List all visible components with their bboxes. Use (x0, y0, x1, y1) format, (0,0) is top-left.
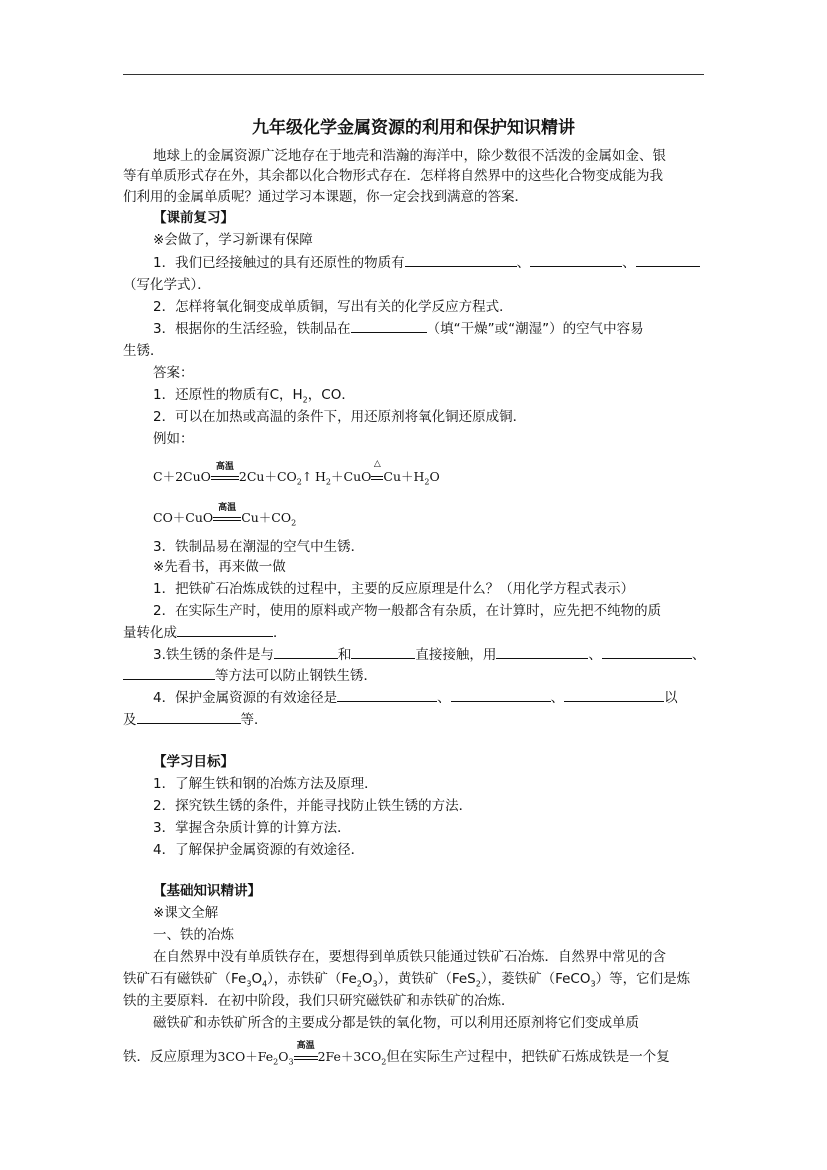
paragraph-line: 铁的主要原料．在初中阶段，我们只研究磁铁矿和赤铁矿的冶炼． (123, 993, 515, 1009)
equation-hydrogen-reduction: $H_2+CuO$ △ $Cu+H_2O$ (315, 459, 440, 487)
section-title: 一、铁的冶炼 (153, 927, 234, 943)
answer-2: 2．可以在加热或高温的条件下，用还原剂将氧化铜还原成铜． (153, 409, 527, 425)
paragraph-line: 在自然界中没有单质铁存在，要想得到单质铁只能通过铁矿石冶炼．自然界中常见的含 (153, 949, 666, 965)
answer-blank (636, 253, 700, 267)
preview-q1: 1．把铁矿石冶炼成铁的过程中，主要的反应原理是什么？（用化学方程式表示） (153, 581, 635, 597)
preview-q2-tail: 量转化成 ． (123, 625, 287, 641)
basics-note: ※课文全解 (153, 905, 219, 921)
intro-line: 等有单质形式存在外，其余都以化合物形式存在．怎样将自然界中的这些化合物变成能为我 (123, 168, 663, 184)
answer-blank (351, 319, 427, 333)
paragraph-line: 磁铁矿和赤铁矿所含的主要成分都是铁的氧化物，可以利用还原剂将它们变成单质 (153, 1015, 639, 1031)
answer-blank (451, 688, 551, 702)
preview-q4-tail: 及 等． (123, 712, 268, 728)
answer-blank (123, 666, 215, 680)
preview-note: ※先看书，再来做一做 (153, 559, 286, 575)
answer-blank (177, 623, 273, 637)
answer-1: 1．还原性的物质有C，$H_2$，CO． (153, 387, 355, 405)
review-q3: 3．根据你的生活经验，铁制品在 （填“干燥”或“潮湿”）的空气中容易 (153, 321, 644, 337)
goal-item: 4．了解保护金属资源的有效途径． (153, 842, 365, 858)
review-q3-tail: 生锈． (123, 343, 164, 359)
answer-blank (351, 645, 415, 659)
review-heading: 【课前复习】 (153, 210, 234, 226)
preview-q4: 4．保护金属资源的有效途径是 、 、 以 (153, 690, 678, 706)
answer-blank (274, 645, 338, 659)
example-label: 例如： (153, 431, 194, 447)
answer-blank (602, 645, 692, 659)
equation-co-reduction: CO＋CuO 高温 $Cu+CO_2$ (153, 503, 297, 528)
review-q1-tail: （写化学式）． (123, 277, 211, 293)
goal-item: 1．了解生铁和钢的冶炼方法及原理． (153, 776, 378, 792)
goal-item: 2．探究铁生锈的条件，并能寻找防止铁生锈的方法． (153, 798, 473, 814)
answer-blank (530, 253, 622, 267)
preview-q2: 2．在实际生产时，使用的原料或产物一般都含有杂质，在计算时，应先把不纯物的质 (153, 603, 662, 619)
page-title: 九年级化学金属资源的利用和保护知识精讲 (252, 118, 575, 138)
answer-blank (564, 688, 664, 702)
preview-q3-tail: 等方法可以防止钢铁生锈． (123, 666, 377, 686)
basics-heading: 【基础知识精讲】 (153, 883, 261, 899)
answer-blank (337, 688, 437, 702)
answer-blank (137, 710, 241, 724)
preview-q3: 3.铁生锈的条件是与 和 直接接触，用 、 、 (153, 647, 706, 663)
answer-3: 3．铁制品易在潮湿的空气中生锈． (153, 539, 365, 555)
paragraph-line: 铁矿石有磁铁矿$(Fe_3O_4)$，赤铁矿$(Fe_2O_3)$，黄铁矿（FeS$_2$），菱铁矿（FeCO$_3$）等，它们是炼 (123, 971, 691, 989)
answer-blank (405, 253, 517, 267)
review-q1: 1．我们已经接触过的具有还原性的物质有 、 、 (153, 253, 700, 273)
goal-item: 3．掌握含杂质计算的计算方法． (153, 820, 351, 836)
equation-carbon-reduction: C＋2CuO 高温 $2Cu+CO_2↑$ (153, 462, 313, 487)
review-note: ※会做了，学习新课有保障 (153, 232, 313, 248)
paragraph-line: 铁．反应原理为$3CO+Fe_2O_3$ 高温 $2Fe+3CO_2$但在实际生产过程中，把铁矿石炼成铁是一个复 (123, 1041, 670, 1067)
intro-line: 地球上的金属资源广泛地存在于地壳和浩瀚的海洋中，除少数很不活泼的金属如金、银 (153, 148, 666, 164)
review-q2: 2．怎样将氧化铜变成单质铜，写出有关的化学反应方程式． (153, 299, 513, 315)
answer-blank (496, 645, 588, 659)
goals-heading: 【学习目标】 (153, 754, 234, 770)
answer-label: 答案： (153, 365, 194, 381)
header-rule (123, 74, 704, 75)
intro-line: 们利用的金属单质呢？通过学习本课题，你一定会找到满意的答案． (123, 189, 528, 205)
